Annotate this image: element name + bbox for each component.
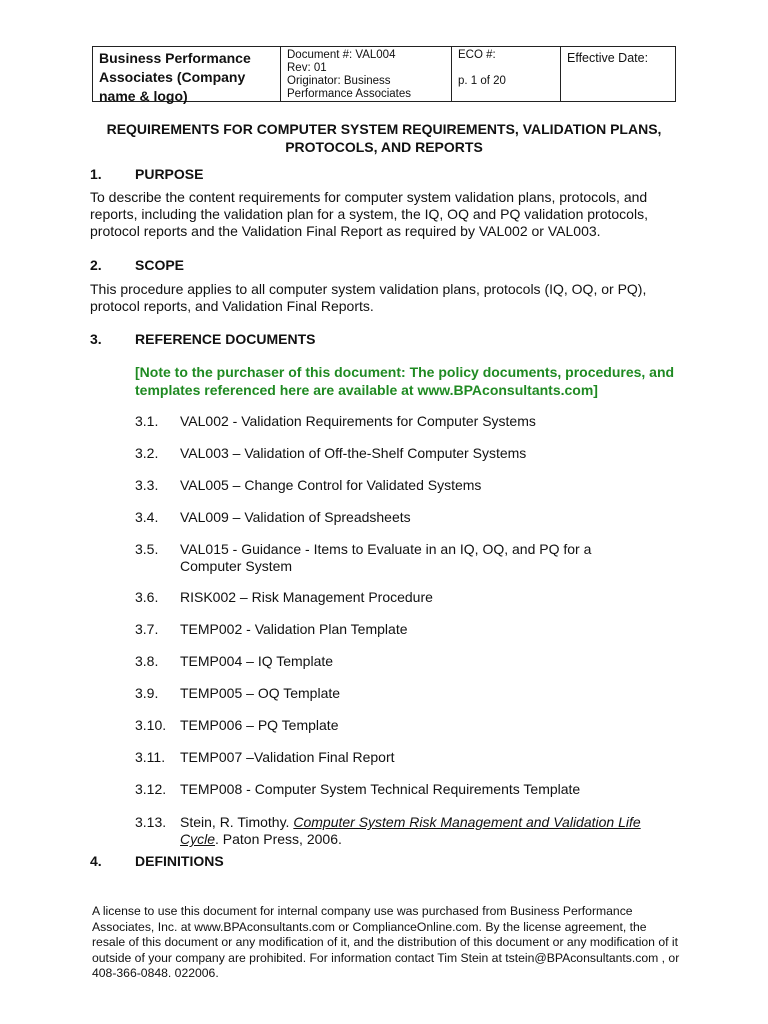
citation-book-title: Computer System Risk Management and Validation Life Cycle	[180, 814, 641, 847]
reference-text: VAL015 - Guidance - Items to Evaluate in an IQ, OQ, and PQ for a Computer System	[180, 541, 592, 574]
title-line-2: PROTOCOLS, AND REPORTS	[285, 139, 483, 155]
reference-number: 3.2.	[135, 445, 159, 461]
reference-text: TEMP007 –Validation Final Report	[180, 749, 395, 765]
reference-item	[135, 685, 655, 702]
reference-item	[135, 814, 655, 848]
reference-text: TEMP008 - Computer System Technical Requirements Template	[180, 781, 581, 797]
purpose-text: To describe the content requirements for computer system validation plans, protocols, and reports, including the validation plan for a system, the IQ, OQ and PQ validation protocols, protocol reports and the Validation Final Report as required by VAL002 or VAL003.	[90, 189, 648, 239]
page-number: p. 1 of 20	[458, 75, 506, 87]
reference-number: 3.7.	[135, 621, 159, 637]
section-number: 3.	[90, 331, 102, 347]
reference-number: 3.1.	[135, 413, 159, 429]
company-name: Business Performance Associates (Company name & logo)	[93, 47, 281, 101]
eco-number: ECO #:	[458, 49, 496, 61]
reference-text: TEMP005 – OQ Template	[180, 685, 341, 701]
effective-date: Effective Date:	[567, 51, 649, 65]
reference-text: RISK002 – Risk Management Procedure	[180, 589, 433, 605]
reference-text: TEMP004 – IQ Template	[180, 653, 334, 669]
reference-item	[135, 781, 655, 798]
reference-number: 3.3.	[135, 477, 159, 493]
reference-number: 3.8.	[135, 653, 159, 669]
reference-text: VAL003 – Validation of Off-the-Shelf Computer Systems	[180, 445, 527, 461]
reference-citation	[180, 814, 655, 848]
reference-number: 3.9.	[135, 685, 159, 701]
scope-text: This procedure applies to all computer system validation plans, protocols (IQ, OQ, or PQ), protocol reports, and Validation Final Reports.	[90, 281, 647, 314]
doc-number: Document #: VAL004	[287, 49, 396, 61]
originator: Originator: Business Performance Associates	[287, 75, 412, 100]
reference-item	[135, 621, 655, 638]
purchaser-note: [Note to the purchaser of this document: The policy documents, procedures, and templates referenced here are available at www.BPAconsultants.com]	[135, 364, 675, 398]
section-title: DEFINITIONS	[135, 853, 224, 869]
section-title: SCOPE	[135, 257, 185, 273]
reference-item	[135, 509, 655, 526]
reference-text: TEMP002 - Validation Plan Template	[180, 621, 408, 637]
section-purpose-heading	[90, 166, 203, 182]
reference-item	[135, 589, 655, 606]
reference-number: 3.12.	[135, 781, 167, 797]
revision: Rev: 01	[287, 62, 327, 74]
section-number: 4.	[90, 853, 102, 869]
section-title: PURPOSE	[135, 166, 204, 182]
reference-number: 3.10.	[135, 717, 167, 733]
license-footer: A license to use this document for internal company use was purchased from Business Performance Associates, Inc. at www.BPAconsultants.com or ComplianceOnline.com. By the license agreement, the resale of this document or any modification of it, and the distribution of this document or any modification of it outside of your company are prohibited. For information contact Tim Stein at tstein@BPAconsultants.com , or 408-366-0848. 022006.	[92, 904, 680, 980]
reference-item	[135, 717, 655, 734]
section-definitions-heading	[90, 853, 224, 869]
reference-item	[135, 445, 655, 462]
reference-number: 3.5.	[135, 541, 159, 557]
reference-number: 3.6.	[135, 589, 159, 605]
eco-cell	[452, 47, 561, 101]
section-references-heading	[90, 331, 315, 347]
section-number: 1.	[90, 166, 102, 182]
section-scope-heading	[90, 257, 184, 273]
reference-text: VAL005 – Change Control for Validated Systems	[180, 477, 482, 493]
reference-number: 3.13.	[135, 814, 167, 830]
section-title: REFERENCE DOCUMENTS	[135, 331, 316, 347]
reference-text: TEMP006 – PQ Template	[180, 717, 339, 733]
citation-author: Stein, R. Timothy.	[180, 814, 294, 830]
reference-text: VAL002 - Validation Requirements for Computer Systems	[180, 413, 536, 429]
document-title	[92, 120, 676, 156]
title-line-1: REQUIREMENTS FOR COMPUTER SYSTEM REQUIREMENTS, VALIDATION PLANS,	[106, 121, 662, 137]
citation-publisher: . Paton Press, 2006.	[215, 831, 342, 847]
reference-item	[135, 653, 655, 670]
reference-item	[135, 749, 655, 766]
reference-text: VAL009 – Validation of Spreadsheets	[180, 509, 411, 525]
reference-number: 3.11.	[135, 749, 166, 765]
reference-item	[135, 541, 655, 575]
doc-info-cell	[281, 47, 452, 101]
reference-item	[135, 413, 655, 430]
reference-number: 3.4.	[135, 509, 159, 525]
reference-item	[135, 477, 655, 494]
section-number: 2.	[90, 257, 102, 273]
header-table	[92, 46, 676, 102]
